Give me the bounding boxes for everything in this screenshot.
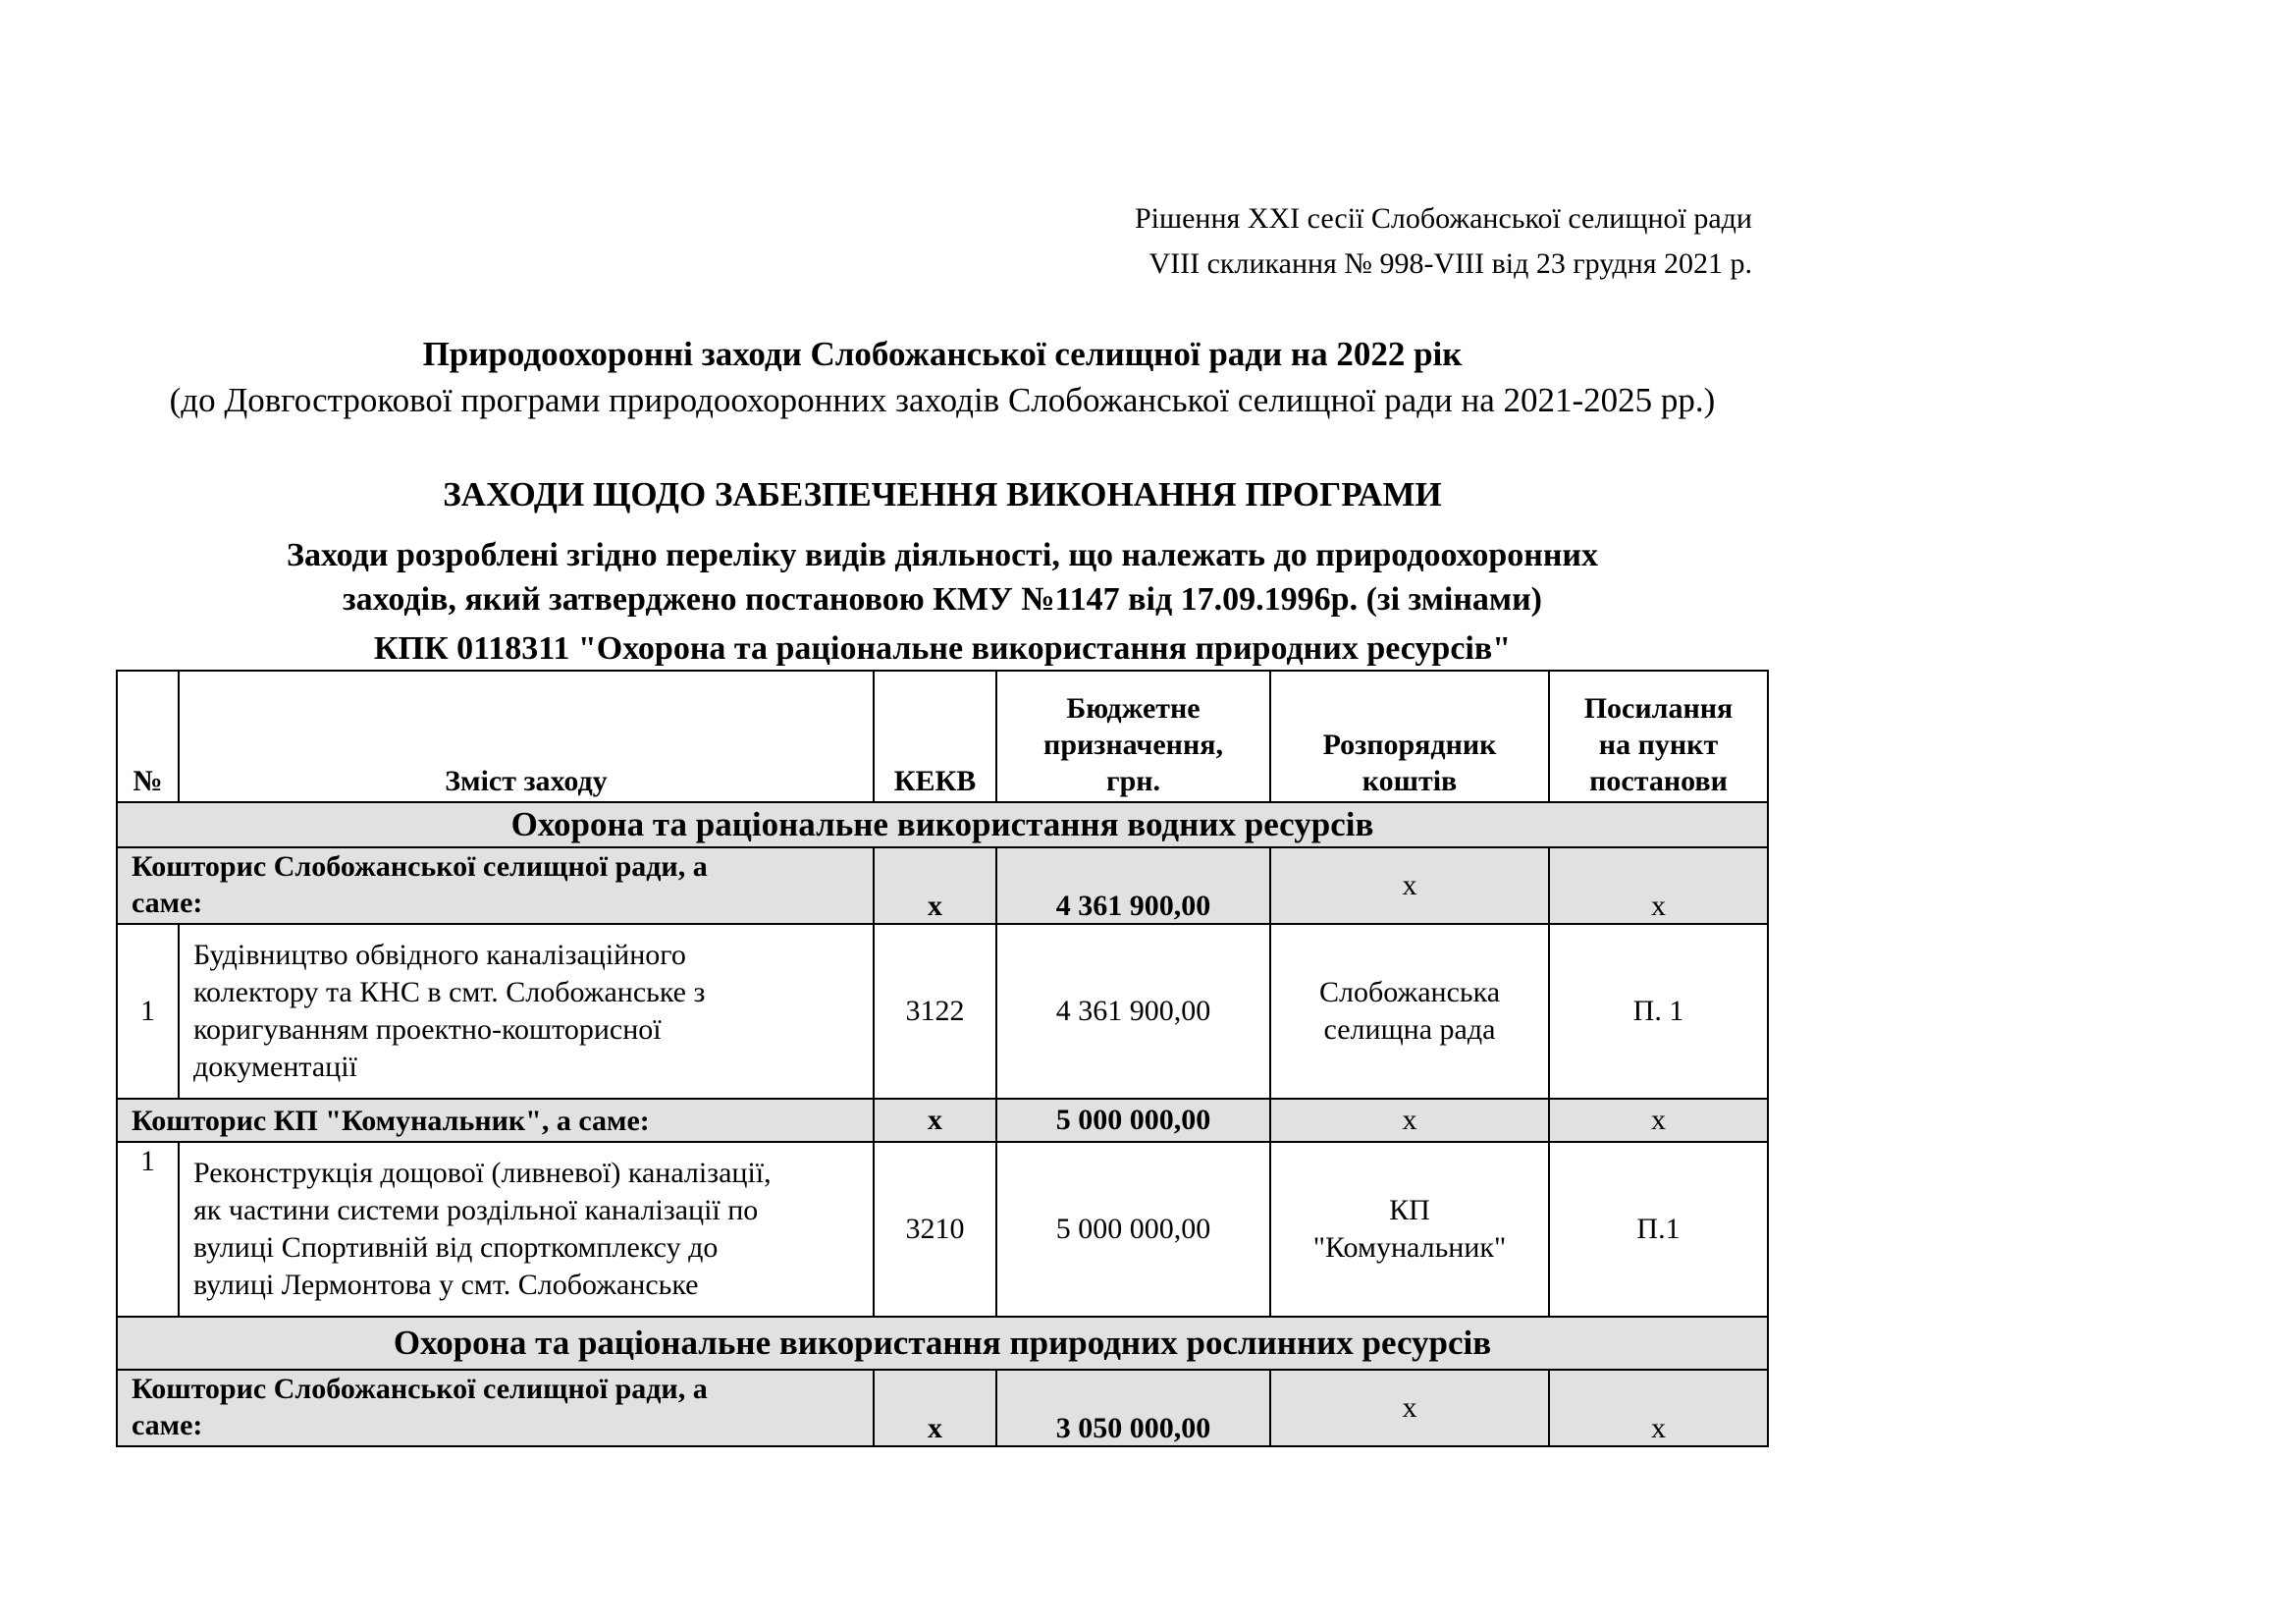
- estimate-sum: 5 000 000,00: [996, 1099, 1270, 1142]
- item-content-line-2: як частини системи роздільної каналізації по: [193, 1194, 759, 1226]
- column-header-budget-line-2: призначення,: [1043, 729, 1223, 761]
- estimate-row-council-plants: [117, 1370, 1768, 1446]
- estimate-reference: х: [1549, 1370, 1768, 1446]
- column-header-num: №: [117, 671, 179, 802]
- item-content-line-3: вулиці Спортивній від спорткомплексу до: [193, 1231, 719, 1264]
- column-header-reference-line-1: Посилання: [1583, 692, 1734, 725]
- item-kekv: 3122: [874, 924, 996, 1099]
- column-header-budget-line-1: Бюджетне: [1066, 692, 1201, 725]
- column-header-content: Зміст заходу: [179, 671, 874, 802]
- estimate-label: Кошторис КП "Комунальник", а саме:: [117, 1099, 874, 1142]
- estimate-label: [117, 1370, 874, 1446]
- estimate-reference: х: [1549, 1099, 1768, 1142]
- estimate-sum: 4 361 900,00: [996, 847, 1270, 924]
- column-header-budget-line-3: грн.: [1105, 765, 1161, 797]
- section-title-water: Охорона та раціональне використання водних ресурсів: [117, 802, 1768, 847]
- table-header-row: [117, 671, 1768, 802]
- item-content-line-4: документації: [193, 1051, 357, 1083]
- column-header-reference-line-3: постанови: [1589, 765, 1728, 797]
- measures-table: [116, 670, 1769, 1447]
- item-content-line-1: Реконструкція дощової (ливневої) каналізації,: [193, 1157, 772, 1189]
- item-sum: 4 361 900,00: [996, 924, 1270, 1099]
- item-number: 1: [117, 1142, 179, 1317]
- column-header-manager-line-1: Розпорядник: [1322, 729, 1497, 761]
- kpk-title: КПК 0118311 "Охорона та раціональне використання природних ресурсів": [373, 630, 1512, 667]
- section-title-plants: Охорона та раціональне використання природних рослинних ресурсів: [117, 1317, 1768, 1370]
- item-manager: [1270, 1142, 1549, 1317]
- section-heading: ЗАХОДИ ЩОДО ЗАБЕЗПЕЧЕННЯ ВИКОНАННЯ ПРОГРАМИ: [443, 475, 1442, 514]
- document-subtitle: (до Довгострокової програми природоохоронних заходів Слобожанської селищної ради на 2021-2025 рр.): [169, 381, 1716, 419]
- decision-reference-line-1: Рішення XXI сесії Слобожанської селищної ради: [1134, 202, 1752, 235]
- estimate-manager: х: [1270, 847, 1549, 924]
- item-kekv: 3210: [874, 1142, 996, 1317]
- estimate-kekv: х: [874, 847, 996, 924]
- item-manager-line-2: "Комунальник": [1312, 1231, 1507, 1264]
- item-content: [179, 924, 874, 1099]
- regulation-note: [118, 533, 1767, 622]
- estimate-reference: х: [1549, 847, 1768, 924]
- column-header-reference-line-2: на пункт: [1598, 729, 1719, 761]
- regulation-note-line-1: Заходи розроблені згідно переліку видів діяльності, що належать до природоохоронних: [287, 537, 1598, 573]
- estimate-manager: х: [1270, 1370, 1549, 1446]
- column-header-manager-line-2: коштів: [1362, 765, 1458, 797]
- estimate-kekv: х: [874, 1370, 996, 1446]
- estimate-label-line-2: саме:: [132, 887, 203, 919]
- item-number: 1: [117, 924, 179, 1099]
- section-row-plants: [117, 1317, 1768, 1370]
- estimate-label: [117, 847, 874, 924]
- item-content-line-3: коригуванням проектно-кошторисної: [193, 1013, 662, 1046]
- item-sum: 5 000 000,00: [996, 1142, 1270, 1317]
- estimate-manager: х: [1270, 1099, 1549, 1142]
- column-header-kekv: КЕКВ: [874, 671, 996, 802]
- estimate-label-line-1: Кошторис Слобожанської селищної ради, а: [132, 1373, 708, 1405]
- decision-reference-line-2: VIII скликання № 998-VIII від 23 грудня 2021 р.: [1148, 247, 1752, 280]
- item-reference: П.1: [1549, 1142, 1768, 1317]
- item-content: [179, 1142, 874, 1317]
- item-content-line-4: вулиці Лермонтова у смт. Слобожанське: [193, 1269, 699, 1301]
- table-row: [117, 924, 1768, 1099]
- column-header-manager: [1270, 671, 1549, 802]
- item-content-line-2: колектору та КНС в смт. Слобожанське з: [193, 976, 706, 1008]
- estimate-sum: 3 050 000,00: [996, 1370, 1270, 1446]
- item-manager-line-1: КП: [1389, 1194, 1430, 1226]
- estimate-kekv: х: [874, 1099, 996, 1142]
- item-reference: П. 1: [1549, 924, 1768, 1099]
- estimate-row-council-water: [117, 847, 1768, 924]
- item-manager-line-1: Слобожанська: [1318, 976, 1501, 1008]
- document-title: Природоохоронні заходи Слобожанської селищної ради на 2022 рік: [422, 335, 1463, 373]
- estimate-label-line-2: саме:: [132, 1409, 203, 1441]
- item-manager: [1270, 924, 1549, 1099]
- estimate-label-line-1: Кошторис Слобожанської селищної ради, а: [132, 850, 708, 883]
- section-row-water: [117, 802, 1768, 847]
- regulation-note-line-2: заходів, який затверджено постановою КМУ №1147 від 17.09.1996р. (зі змінами): [343, 581, 1542, 618]
- column-header-budget: [996, 671, 1270, 802]
- item-content-line-1: Будівництво обвідного каналізаційного: [193, 939, 686, 971]
- column-header-reference: [1549, 671, 1768, 802]
- item-manager-line-2: селищна рада: [1323, 1013, 1496, 1046]
- table-row: [117, 1142, 1768, 1317]
- estimate-row-komunalnyk: [117, 1099, 1768, 1142]
